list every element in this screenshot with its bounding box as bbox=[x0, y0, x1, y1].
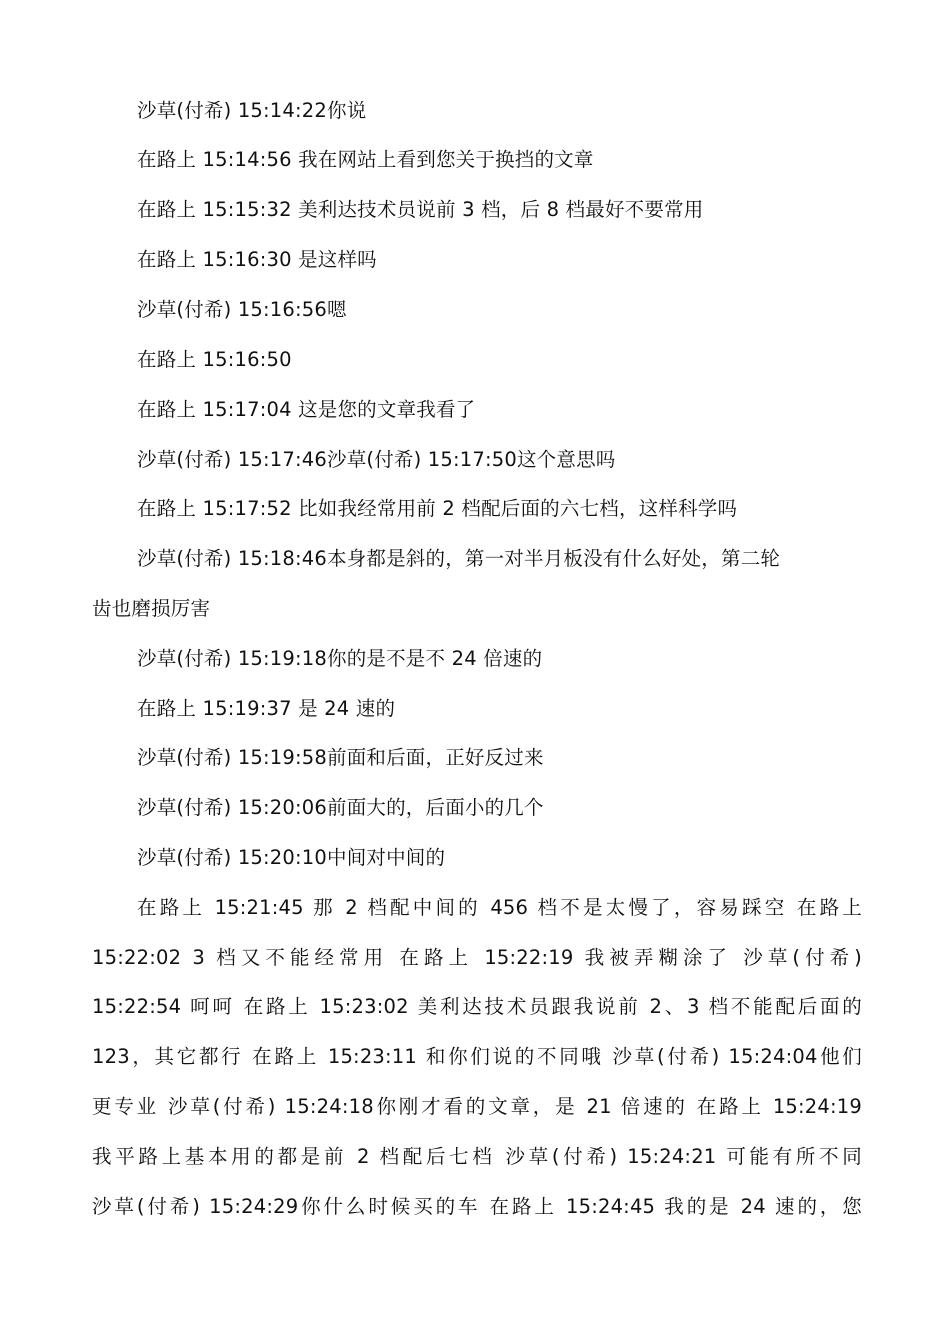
chat-line: 沙草(付希) 15:16:56嗯 bbox=[137, 298, 347, 321]
chat-line: 在路上 15:16:50 bbox=[137, 348, 292, 371]
chat-line: 沙草(付希) 15:18:46本身都是斜的，第一对半月板没有什么好处，第二轮 bbox=[137, 547, 781, 570]
paragraph-line: 沙草(付希) 15:24:29你什么时候买的车 在路上 15:24:45 我的是 24 速的，您 bbox=[92, 1195, 862, 1218]
chat-line: 在路上 15:16:30 是这样吗 bbox=[137, 248, 377, 271]
paragraph-line: 15:22:02 3 档又不能经常用 在路上 15:22:19 我被弄糊涂了 沙草(付希) bbox=[92, 946, 862, 969]
chat-line: 在路上 15:17:04 这是您的文章我看了 bbox=[137, 398, 476, 421]
chat-line: 在路上 15:17:52 比如我经常用前 2 档配后面的六七档，这样科学吗 bbox=[137, 497, 738, 520]
chat-line: 在路上 15:15:32 美利达技术员说前 3 档，后 8 档最好不要常用 bbox=[137, 198, 704, 221]
chat-line: 沙草(付希) 15:20:06前面大的，后面小的几个 bbox=[137, 796, 544, 819]
chat-line: 沙草(付希) 15:20:10中间对中间的 bbox=[137, 846, 446, 869]
chat-line: 在路上 15:19:37 是 24 速的 bbox=[137, 697, 396, 720]
paragraph-line: 更专业 沙草(付希) 15:24:18你刚才看的文章，是 21 倍速的 在路上 15:24:19 bbox=[92, 1095, 862, 1118]
chat-line: 沙草(付希) 15:14:22你说 bbox=[137, 99, 367, 122]
chat-line: 沙草(付希) 15:19:18你的是不是不 24 倍速的 bbox=[137, 647, 543, 670]
chat-line: 沙草(付希) 15:19:58前面和后面，正好反过来 bbox=[137, 746, 544, 769]
paragraph-line: 123，其它都行 在路上 15:23:11 和你们说的不同哦 沙草(付希) 15:24:04他们 bbox=[92, 1045, 862, 1068]
paragraph-line: 15:22:54 呵呵 在路上 15:23:02 美利达技术员跟我说前 2、3 档不能配后面的 bbox=[92, 995, 862, 1018]
chat-line: 沙草(付希) 15:17:46沙草(付希) 15:17:50这个意思吗 bbox=[137, 448, 616, 471]
chat-line-continuation: 齿也磨损厉害 bbox=[92, 597, 211, 620]
paragraph-line: 我平路上基本用的都是前 2 档配后七档 沙草(付希) 15:24:21 可能有所不同 bbox=[92, 1145, 862, 1168]
chat-line: 在路上 15:14:56 我在网站上看到您关于换挡的文章 bbox=[137, 148, 594, 171]
paragraph-line: 在路上 15:21:45 那 2 档配中间的 456 档不是太慢了，容易踩空 在路上 bbox=[137, 896, 862, 919]
